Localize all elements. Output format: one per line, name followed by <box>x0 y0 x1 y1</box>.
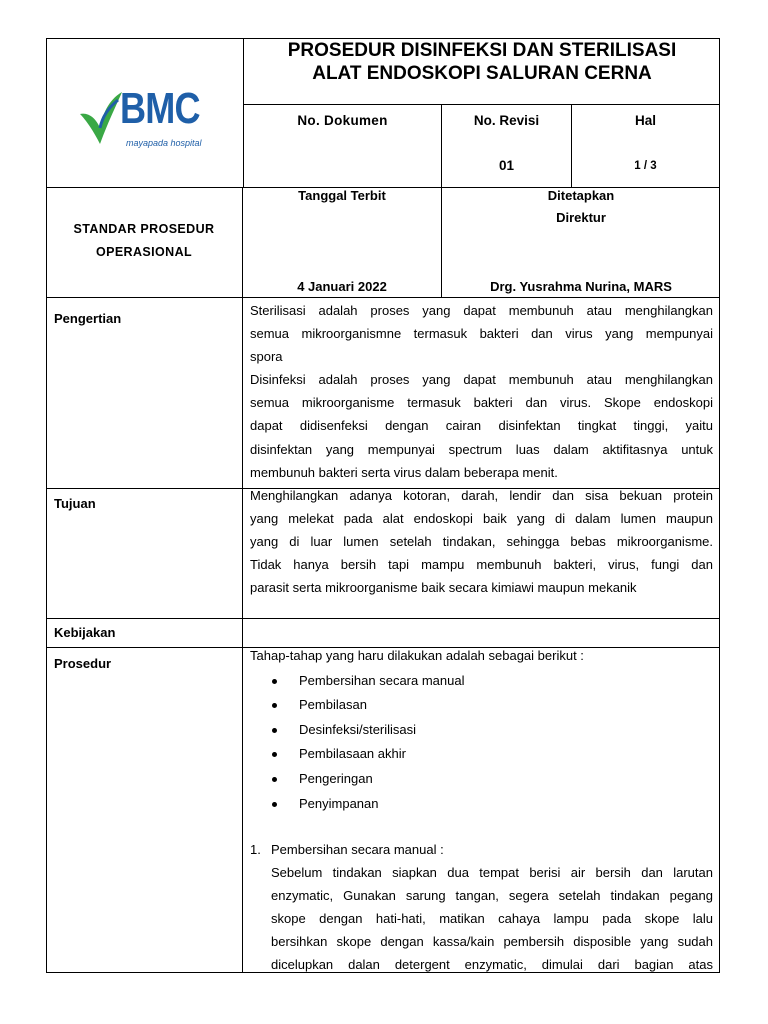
tujuan-text <box>250 484 713 599</box>
text-line: semua mikroorganisme termasuk bakteri dan virus. Skope endoskopi <box>250 395 713 411</box>
text-line: semua mikroorganismne termasuk bakteri dan virus yang mempunyai <box>250 326 713 342</box>
list-item-text: Pengeringan <box>299 771 373 786</box>
text-line: bersihkan skope dengan kassa/kain pembersih disposible yang sudah <box>271 934 713 950</box>
list-item-text: Penyimpanan <box>299 796 379 811</box>
document-title-line2: ALAT ENDOSKOPI SALURAN CERNA <box>312 63 652 84</box>
text-line: membunuh bakteri serta virus dalam beberapa menit. <box>250 464 558 480</box>
text-line: Menghilangkan adanya kotoran, darah, lendir dan sisa bekuan protein <box>250 488 713 503</box>
page-label: Hal <box>634 113 656 128</box>
list-item <box>272 771 373 786</box>
row-divider-kebijakan <box>46 618 720 619</box>
section-label-tujuan: Tujuan <box>54 496 96 511</box>
text-line: disinfektan yang mempunyai spectrum luas dalam aktifitasnya untuk <box>250 441 713 457</box>
text-line: skope dengan hati-hati, matikan cahaya lampu pada skope lalu <box>271 911 713 927</box>
step1-number: 1. <box>250 842 261 857</box>
text-line: yang di luar lumen setelah tindakan, sehingga bebas mikroorganisme. <box>250 534 713 550</box>
text-line: spora <box>250 349 283 365</box>
document-title-line1: PROSEDUR DISINFEKSI DAN STERILISASI <box>287 40 677 61</box>
issued-date-label: Tanggal Terbit <box>298 188 386 203</box>
text-line: parasit serta mikroorganisme baik secara kimiawi maupun mekanik <box>250 580 637 596</box>
text-line: Tidak hanya bersih tapi mampu membunuh bakteri, virus, fungi dan <box>250 557 713 573</box>
prosedur-intro: Tahap-tahap yang haru dilakukan adalah sebagai berikut : <box>250 648 584 663</box>
list-item <box>272 722 416 737</box>
section-label-pengertian: Pengertian <box>54 311 122 326</box>
hospital-logo <box>78 84 208 152</box>
text-line: dicelupkan dalan detergent enzymatic, dimulai dari bagian atas <box>271 957 713 973</box>
sop-label-line2: OPERASIONAL <box>95 245 193 259</box>
list-item <box>272 673 464 688</box>
list-item <box>272 746 406 761</box>
page-value: 1 / 3 <box>634 160 657 172</box>
logo-text: BMC <box>120 84 200 133</box>
list-item-text: Pembilasaan akhir <box>299 746 406 761</box>
pengertian-text <box>250 299 713 484</box>
sop-label-line1: STANDAR PROSEDUR <box>73 222 215 236</box>
list-item-text: Desinfeksi/sterilisasi <box>299 722 417 737</box>
list-item-text: Pembersihan secara manual <box>299 673 465 688</box>
list-item-text: Pembilasan <box>299 697 367 712</box>
section-label-kebijakan: Kebijakan <box>54 625 116 640</box>
text-line: enzymatic, Gunakan sarung tangan, segera setelah tindakan pegang <box>271 888 713 904</box>
list-item <box>272 697 367 712</box>
text-line: Sebelum tindakan siapkan dua tempat berisi air bersih dan larutan <box>271 865 713 880</box>
table-border-right <box>719 38 720 973</box>
revision-label: No. Revisi <box>473 113 540 128</box>
table-border-left <box>46 38 47 973</box>
text-line: yang melekat pada alat endoskopi baik yang di dalam lumen maupun <box>250 511 713 527</box>
section-label-prosedur: Prosedur <box>54 656 112 671</box>
header-divider-title <box>243 104 720 105</box>
logo-subtext: mayapada hospital <box>126 138 202 148</box>
text-line: Disinfeksi adalah proses yang dapat membunuh atau menghilangkan <box>250 372 713 388</box>
approved-label: Ditetapkan <box>547 188 615 203</box>
body-divider-labels <box>242 187 243 973</box>
approved-role: Direktur <box>556 210 606 225</box>
text-line: Sterilisasi adalah proses yang dapat membunuh atau menghilangkan <box>250 303 713 318</box>
header-divider-row3 <box>46 297 720 298</box>
step1-text <box>271 861 713 976</box>
step1-title: Pembersihan secara manual : <box>271 842 444 857</box>
text-line: dapat didisenfeksi dengan cairan disinfektan tingkat tinggi, yaitu <box>250 418 713 434</box>
doc-number-label: No. Dokumen <box>297 113 388 128</box>
revision-value: 01 <box>498 158 515 173</box>
list-item <box>272 796 379 811</box>
issued-date-value: 4 Januari 2022 <box>297 279 387 294</box>
approved-name: Drg. Yusrahma Nurina, MARS <box>490 279 672 294</box>
